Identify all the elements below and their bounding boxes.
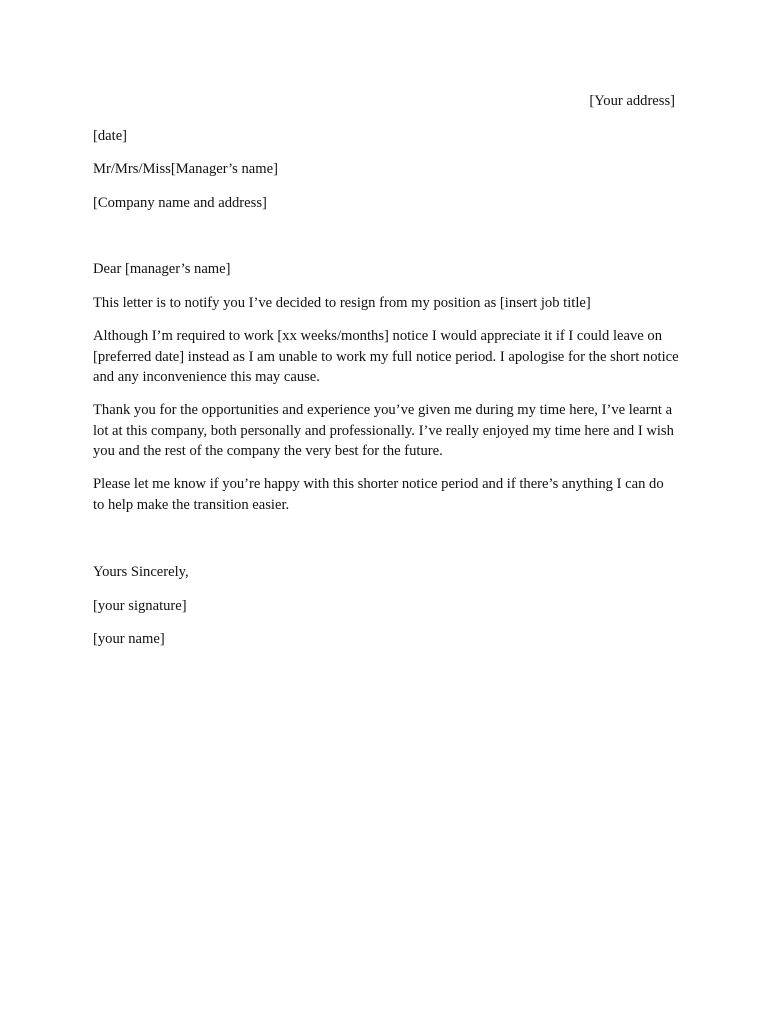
paragraph-thanks: Thank you for the opportunities and experience you’ve given me during my time here, I’ve learnt a lot at this company, both personally and professionally. I’ve really enjoyed my time here and I wish you and the rest of the company the very best for the future. [93, 402, 674, 459]
sender-address: [Your address] [589, 93, 675, 109]
salutation: Dear [manager’s name] [93, 261, 231, 277]
recipient-name: Mr/Mrs/Miss[Manager’s name] [93, 161, 278, 177]
paragraph-closing-request: Please let me know if you’re happy with this shorter notice period and if there’s anything I can do to help make the transition easier. [93, 476, 664, 513]
closing: Yours Sincerely, [93, 564, 189, 580]
paragraph-notice: Although I’m required to work [xx weeks/months] notice I would appreciate it if I could leave on [preferred date] instead as I am unable to work my full notice period. I apologise for the short notice and any inconvenience this may cause. [93, 328, 679, 385]
sender-name: [your name] [93, 631, 165, 647]
signature: [your signature] [93, 598, 187, 614]
letter-date: [date] [93, 128, 128, 144]
paragraph-intro: This letter is to notify you I’ve decided to resign from my position as [insert job title] [93, 295, 591, 311]
recipient-company: [Company name and address] [93, 195, 267, 211]
